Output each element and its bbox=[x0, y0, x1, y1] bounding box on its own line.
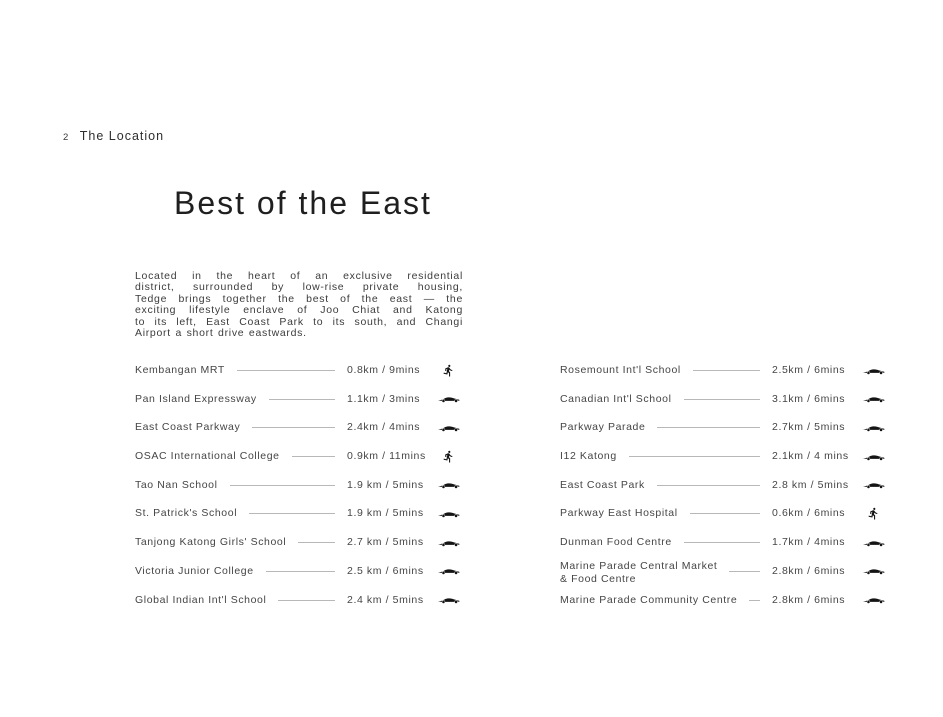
distance-row bbox=[135, 565, 461, 594]
distance-row bbox=[560, 559, 886, 594]
transport-icon-cell bbox=[860, 364, 886, 376]
distance-value: 1.7km / 4mins bbox=[772, 536, 846, 549]
transport-icon-cell bbox=[435, 536, 461, 548]
car-icon bbox=[437, 481, 460, 490]
distance-value: 0.6km / 6mins bbox=[772, 507, 846, 520]
distance-value: 2.5 km / 6mins bbox=[347, 564, 424, 577]
intro-line: Located in the heart of an exclusive residential bbox=[135, 270, 463, 282]
distance-row bbox=[560, 479, 886, 508]
transport-icon-cell bbox=[860, 507, 886, 520]
transport-icon-cell bbox=[860, 536, 886, 548]
car-icon bbox=[862, 567, 885, 576]
leader-line bbox=[249, 513, 335, 514]
car-icon bbox=[862, 481, 885, 490]
place-label: Parkway East Hospital bbox=[560, 507, 678, 520]
leader-line bbox=[230, 485, 335, 486]
leader-line bbox=[298, 542, 335, 543]
car-icon bbox=[437, 567, 460, 576]
car-icon bbox=[862, 424, 885, 433]
distance-row bbox=[135, 594, 461, 623]
distance-value: 2.7 km / 5mins bbox=[347, 536, 424, 549]
leader-line bbox=[684, 399, 760, 400]
place-label: East Coast Park bbox=[560, 478, 645, 491]
distance-value: 3.1km / 6mins bbox=[772, 392, 846, 405]
distance-value: 2.8km / 6mins bbox=[772, 593, 846, 606]
distance-value: 1.9 km / 5mins bbox=[347, 478, 424, 491]
leader-line bbox=[657, 485, 760, 486]
transport-icon-cell bbox=[860, 450, 886, 462]
pedestrian-icon bbox=[442, 450, 455, 463]
distance-value: 2.4 km / 5mins bbox=[347, 593, 424, 606]
car-icon bbox=[437, 395, 460, 404]
place-label: Kembangan MRT bbox=[135, 364, 225, 376]
distance-value: 2.5km / 6mins bbox=[772, 364, 846, 376]
distance-row bbox=[135, 421, 461, 450]
transport-icon-cell bbox=[435, 450, 461, 463]
transport-icon-cell bbox=[435, 594, 461, 606]
distance-row bbox=[560, 507, 886, 536]
distance-row bbox=[135, 450, 461, 479]
leader-line bbox=[278, 600, 335, 601]
place-label: Victoria Junior College bbox=[135, 564, 254, 577]
leader-line bbox=[269, 399, 335, 400]
distance-value: 0.8km / 9mins bbox=[347, 364, 421, 376]
section-header bbox=[63, 129, 164, 143]
leader-line bbox=[749, 600, 760, 601]
car-icon bbox=[862, 395, 885, 404]
place-label: Canadian Int'l School bbox=[560, 392, 672, 405]
pedestrian-icon bbox=[867, 507, 880, 520]
distance-value: 2.8 km / 5mins bbox=[772, 478, 849, 491]
distance-value: 2.8km / 6mins bbox=[772, 564, 846, 577]
intro-line: Tedge brings together the best of the east — the bbox=[135, 292, 463, 305]
distance-row bbox=[135, 507, 461, 536]
car-icon bbox=[862, 453, 885, 462]
distance-row bbox=[135, 393, 461, 422]
distance-value: 1.1km / 3mins bbox=[347, 392, 421, 405]
distance-value: 1.9 km / 5mins bbox=[347, 507, 424, 520]
leader-line bbox=[690, 513, 760, 514]
distance-row bbox=[560, 421, 886, 450]
transport-icon-cell bbox=[860, 594, 886, 606]
transport-icon-cell bbox=[435, 479, 461, 491]
leader-line bbox=[292, 456, 335, 457]
transport-icon-cell bbox=[860, 479, 886, 491]
distance-row bbox=[560, 393, 886, 422]
car-icon bbox=[437, 424, 460, 433]
car-icon bbox=[437, 510, 460, 519]
distance-row bbox=[135, 479, 461, 508]
distance-row bbox=[135, 536, 461, 565]
place-label: Dunman Food Centre bbox=[560, 536, 672, 549]
distance-row bbox=[560, 594, 886, 623]
leader-line bbox=[266, 571, 335, 572]
leader-line bbox=[693, 370, 760, 371]
transport-icon-cell bbox=[435, 565, 461, 577]
car-icon bbox=[437, 596, 460, 605]
place-label: Pan Island Expressway bbox=[135, 392, 257, 405]
leader-line bbox=[237, 370, 335, 371]
distance-value: 0.9km / 11mins bbox=[347, 450, 426, 463]
car-icon bbox=[862, 596, 885, 605]
distance-row bbox=[560, 364, 886, 393]
transport-icon-cell bbox=[435, 364, 461, 377]
place-label: Tanjong Katong Girls' School bbox=[135, 536, 287, 549]
transport-icon-cell bbox=[435, 421, 461, 433]
car-icon bbox=[437, 539, 460, 548]
distance-list-right bbox=[560, 364, 886, 622]
place-label: Rosemount Int'l School bbox=[560, 364, 681, 376]
leader-line bbox=[252, 427, 335, 428]
place-label: Parkway Parade bbox=[560, 421, 646, 434]
place-label: East Coast Parkway bbox=[135, 421, 241, 434]
intro-line: exciting lifestyle enclave of Joo Chiat and Katong bbox=[135, 304, 463, 317]
distance-row bbox=[560, 450, 886, 479]
place-label: Global Indian Int'l School bbox=[135, 593, 267, 606]
page-title: Best of the East bbox=[174, 185, 432, 221]
place-label: OSAC International College bbox=[135, 450, 280, 463]
distance-value: 2.7km / 5mins bbox=[772, 421, 846, 434]
intro-line: Airport a short drive eastwards. bbox=[135, 327, 307, 340]
transport-icon-cell bbox=[435, 393, 461, 405]
page-number: 2 bbox=[63, 132, 69, 143]
car-icon bbox=[862, 539, 885, 548]
distance-value: 2.1km / 4 mins bbox=[772, 450, 849, 463]
pedestrian-icon bbox=[442, 364, 455, 377]
distance-value: 2.4km / 4mins bbox=[347, 421, 421, 434]
transport-icon-cell bbox=[860, 393, 886, 405]
intro-paragraph bbox=[135, 271, 463, 339]
intro-line: district, surrounded by low-rise private housing, bbox=[135, 281, 463, 294]
place-label: I12 Katong bbox=[560, 450, 617, 463]
leader-line bbox=[684, 542, 760, 543]
car-icon bbox=[862, 367, 885, 376]
leader-line bbox=[629, 456, 760, 457]
place-label: Marine Parade Community Centre bbox=[560, 593, 738, 606]
place-label: St. Patrick's School bbox=[135, 507, 238, 520]
intro-line: to its left, East Coast Park to its south, and Changi bbox=[135, 315, 463, 328]
section-title: The Location bbox=[79, 129, 165, 143]
transport-icon-cell bbox=[435, 507, 461, 519]
leader-line bbox=[729, 571, 760, 572]
place-label: Tao Nan School bbox=[135, 478, 218, 491]
leader-line bbox=[657, 427, 760, 428]
transport-icon-cell bbox=[860, 421, 886, 433]
distance-list-left bbox=[135, 364, 461, 622]
distance-row bbox=[135, 364, 461, 393]
transport-icon-cell bbox=[860, 565, 886, 577]
place-label: Marine Parade Central Market & Food Centre bbox=[560, 559, 718, 585]
